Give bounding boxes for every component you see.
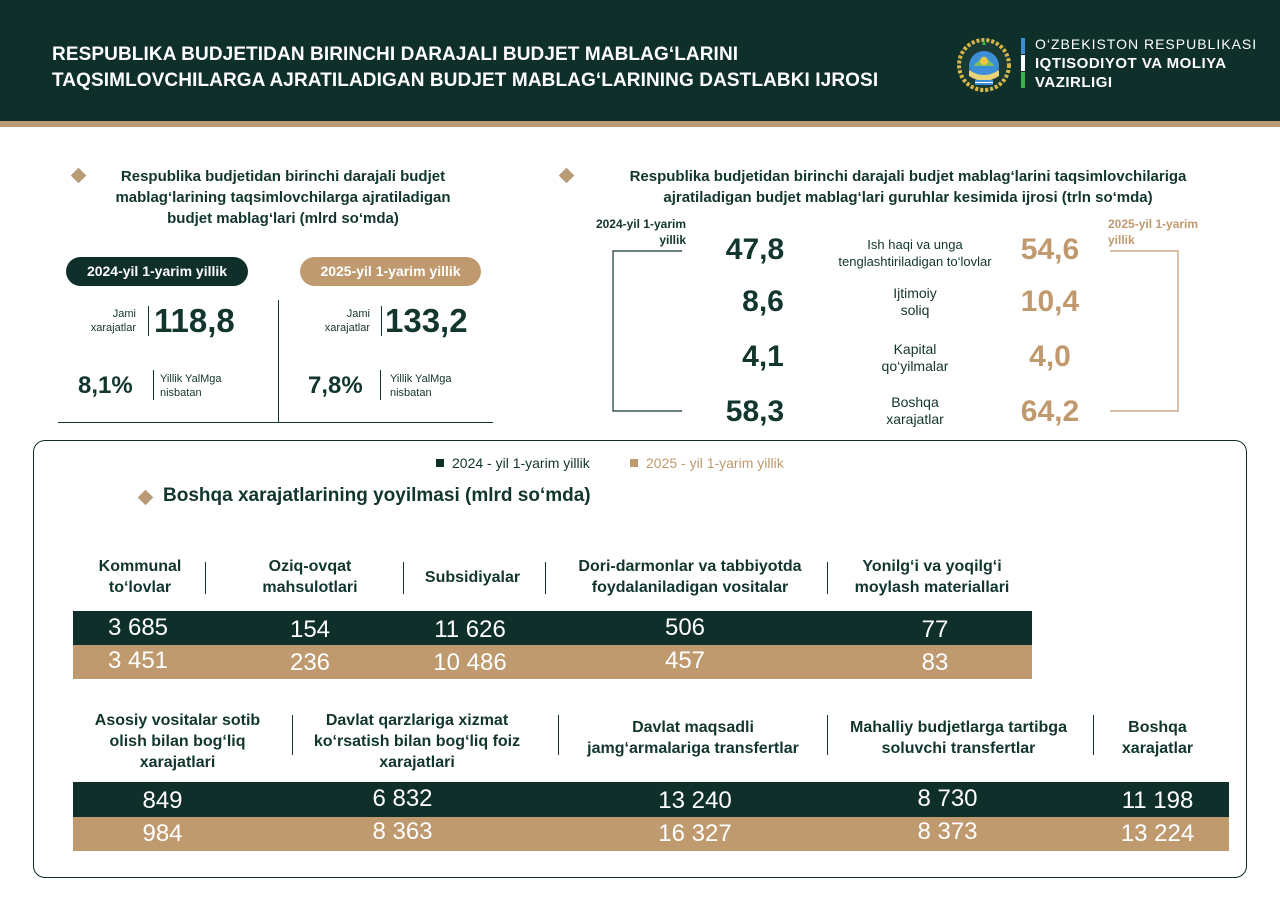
left-title-line-3: budjet mablag‘lari (mlrd so‘mda) [167,210,399,227]
table1-header [220,556,400,598]
table2-cell-2024: 11 198 [1121,787,1194,814]
table2-cell-2024: 13 240 [658,787,732,814]
group-value-2024: 47,8 [725,233,785,266]
total-exp-value-2025: 133,2 [385,302,468,339]
left-section-bottom-line [58,422,493,423]
divider-2025-total [381,306,382,336]
table2-cell-2024: 849 [142,787,183,814]
legend-label-2025: 2025 - yil 1-yarim yillik [646,455,784,471]
table1-header-sep [205,562,206,594]
table2-cell-2025: 16 327 [658,820,732,847]
total-exp-label-2025 [314,307,370,335]
table1-header-l1: Dori-darmonlar va tabbiyotda [578,558,802,575]
gdp-ratio-label-2025-l2: nisbatan [390,387,432,399]
table2-header-l2: jamg‘armalariga transfertlar [587,740,799,757]
table2-header [75,710,280,773]
table1-header-l2: mahsulotlari [262,579,358,596]
table2-header-l1: Davlat maqsadli [632,719,754,736]
table1-header-sep [545,562,546,594]
table1-cell-2025: 236 [289,649,331,676]
table1-header [70,556,210,598]
table2-header-l1: Mahalliy budjetlarga tartibga [850,719,1067,736]
table2-header-sep [827,715,828,755]
group-value-2025: 54,6 [1020,233,1080,266]
header-divider [0,121,1280,127]
group-name-l2: qo‘yilmalar [881,358,949,374]
table2-header-l2: soluvchi transfertlar [881,740,1036,757]
right-title-line-1: Respublika budjetidan birinchi darajali budjet mablag‘larini taqsimlovchilariga [629,168,1187,185]
table1-header-l1: Yonilg‘i va yoqilg‘i [862,558,1002,575]
page-title-line-1: RESPUBLIKA BUDJETIDAN BIRINCHI DARAJALI BUDJET MABLAG‘LARINI [52,44,739,65]
group-name-l1: Boshqa [891,394,939,410]
label-2025-pill: 2025-yil 1-yarim yillik [300,257,481,286]
divider-2025-gdp [380,370,381,400]
section-bullet-icon [71,168,87,184]
year-label-2025-l1: 2025-yil 1-yarim [1108,217,1199,231]
left-title-line-2: mablag‘larining taqsimlovchilarga ajratiladigan [115,189,451,206]
gdp-ratio-value-2024: 8,1% [78,372,133,399]
table2-header-sep [558,715,559,755]
year-label-2024-l2: yillik [659,233,686,247]
group-name [820,394,1010,428]
group-name-l2: tenglashtiriladigan to‘lovlar [838,254,992,269]
page-title [52,42,932,94]
right-section-title [578,166,1238,208]
table1-header-l1: Kommunal [98,558,182,575]
table2-header-l1: Asosiy vositalar sotib [94,712,261,729]
table1-header-l2: to‘lovlar [108,579,172,596]
gdp-ratio-label-2024-l2: nisbatan [160,387,202,399]
group-name [820,341,1010,375]
group-name-l2: xarajatlar [886,411,944,427]
table2-header-l2: olish bilan bog‘liq [109,733,246,750]
table1-header [410,567,535,588]
table2-header [1100,717,1215,759]
table1-cell-2025: 457 [664,647,706,674]
group-value-2024: 8,6 [742,285,784,318]
bracket-2025 [1100,240,1190,420]
breakdown-title: Boshqa xarajatlarining yoyilmasi (mlrd so‘mda) [163,485,591,506]
ministry-line-2: IQTISODIYOT VA MOLIYA [1035,55,1227,72]
ministry-line-1: O‘ZBEKISTON RESPUBLIKASI [1035,36,1258,52]
gdp-ratio-label-2024-l1: Yillik YalMga [160,373,222,385]
table2-header-l1: Davlat qarzlariga xizmat [325,712,509,729]
table2-cell-2025: 984 [142,820,183,847]
table1-header [555,556,825,598]
table1-cell-2024: 77 [921,616,949,643]
table1-header-sep [403,562,404,594]
group-name-l2: soliq [900,302,930,318]
label-2024-pill: 2024-yil 1-yarim yillik [66,257,248,286]
total-exp-label-2025-l1: Jami [346,308,370,320]
year-label-2024-l1: 2024-yil 1-yarim [595,217,686,231]
table1-cell-2024: 506 [664,614,706,641]
table1-cell-2025: 3 451 [107,647,169,674]
gdp-ratio-label-2024 [160,372,222,400]
group-value-2024: 4,1 [742,340,784,373]
divider-2024-gdp [153,370,154,400]
bracket-2024 [600,240,690,420]
group-name-l1: Ijtimoiy [893,285,937,301]
left-columns-divider [278,300,279,422]
table2-header-l3: xarajatlari [379,754,455,771]
table2-header [297,710,537,773]
left-title-line-1: Respublika budjetidan birinchi darajali budjet [120,168,446,185]
table1-header-l2: moylash materiallari [854,579,1010,596]
total-exp-label-2024-l2: xarajatlar [90,322,136,334]
gdp-ratio-label-2025 [390,372,452,400]
left-section-title [88,166,478,229]
group-name-l1: Ish haqi va unga [867,237,963,252]
table2-header-sep [292,715,293,755]
legend-swatch-2025 [630,459,638,467]
table2-header-sep [1093,715,1094,755]
page-title-line-2: TAQSIMLOVCHILARGA AJRATILADIGAN BUDJET MABLAG‘LARINING DASTLABKI IJROSI [52,70,879,91]
table2-header [563,717,823,759]
total-exp-label-2024-l1: Jami [112,308,136,320]
group-value-2025: 64,2 [1020,395,1080,428]
legend-swatch-2024 [436,459,444,467]
group-name-l1: Kapital [893,341,937,357]
table2-header [830,717,1087,759]
table2-header-l2: ko‘rsatish bilan bog‘liq foiz [313,733,521,750]
table2-cell-2025: 8 363 [372,818,433,845]
table2-header-l1: Boshqa [1128,719,1187,736]
group-value-2024: 58,3 [725,395,785,428]
group-value-2025: 4,0 [1029,340,1071,373]
divider-2024-total [148,306,149,336]
table1-header-sep [827,562,828,594]
table1-cell-2025: 10 486 [433,649,507,676]
table2-header-l3: xarajatlari [139,754,216,771]
total-exp-label-2024 [80,307,136,335]
table1-header-l2: foydalaniladigan vositalar [591,579,789,596]
table1-cell-2025: 83 [921,649,949,676]
gdp-ratio-label-2025-l1: Yillik YalMga [390,373,452,385]
table1-header-l1: Oziq-ovqat [268,558,352,575]
table1-cell-2024: 11 626 [434,616,506,643]
uzbekistan-emblem-icon [955,36,1013,94]
table2-header-l2: xarajatlar [1121,740,1194,757]
ministry-line-3: VAZIRLIGI [1035,74,1113,91]
group-name [820,236,1010,270]
legend-2025 [630,454,784,472]
flag-color-bars [1021,38,1025,88]
gdp-ratio-value-2025: 7,8% [308,372,363,399]
legend-2024 [436,454,590,472]
section-bullet-icon [559,168,575,184]
table2-cell-2024: 6 832 [372,785,433,812]
table2-cell-2025: 8 373 [917,818,978,845]
total-exp-label-2025-l2: xarajatlar [324,322,370,334]
table1-cell-2024: 3 685 [107,614,169,641]
legend-label-2024: 2024 - yil 1-yarim yillik [452,455,590,471]
year-label-2025-l2: yillik [1108,233,1135,247]
right-title-line-2: ajratiladigan budjet mablag‘lari guruhlar kesimida ijrosi (trln so‘mda) [663,189,1153,206]
table1-header-l1: Subsidiyalar [424,569,521,586]
total-exp-value-2024: 118,8 [154,302,235,339]
table1-cell-2024: 154 [289,616,331,643]
table2-cell-2024: 8 730 [917,785,978,812]
table2-cell-2025: 13 224 [1120,820,1195,847]
ministry-name [1035,35,1257,92]
group-value-2025: 10,4 [1020,285,1080,318]
table1-header [832,556,1032,598]
group-name [820,285,1010,319]
